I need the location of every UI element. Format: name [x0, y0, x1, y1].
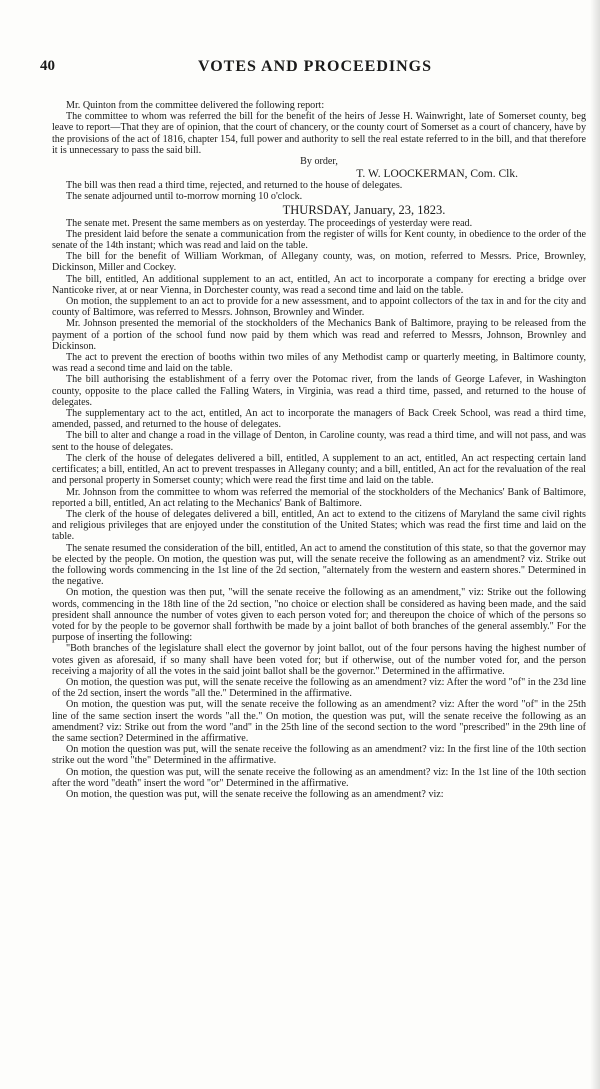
paragraph-joint-ballot: "Both branches of the legislature shall elect the governor by joint ballot, out of the four persons having the highest number of votes given as aforesaid, if so many shall have been voted for; but if otherwise, out of the number voted for, and the person receiving a majority of all the votes in the said joint ballot shall be the governor." Determined in the affirmative. [52, 643, 586, 677]
paragraph-amendment-25th-line: On motion, the question was put, will the senate receive the following as an amendment? viz: After the word "of" in the 25th line of the same section insert the words "all the." On motion, the question was put, will the senate receive the following as an amendment? viz: Strike out from the word "and" in the 25th line of the second section to the word "prescribed" in the 29th line of the same section? Determined in the affirmative. [52, 699, 586, 744]
paragraph-workman-bill: The bill for the benefit of William Workman, of Allegany county, was, on motion, referred to Messrs. Price, Brownley, Dickinson, Miller and Cockey. [52, 251, 586, 274]
page-header [40, 58, 590, 82]
paragraph-amendment-strike-words: On motion, the question was then put, "will the senate receive the following as an amendment," viz: Strike out the following words, commencing in the 18th line of the 2d section, "no choice or election shall be considered as having been made, and the said president shall announce the number of votes given to each person voted for; and thereupon the choice of which of the persons so voted for by the people to be governor shall forthwith be made by a joint ballot of both branches of the general assembly." For the purpose of inserting the following: [52, 587, 586, 644]
paragraph-assessment-supplement: On motion, the supplement to an act to provide for a new assessment, and to appoint collectors of the tax in and for the city and county of Baltimore, was referred to Messrs. Johnson, Brownley and Winder. [52, 296, 586, 319]
date-heading: THURSDAY, January, 23, 1823. [282, 202, 446, 217]
paragraph-amendment-10th-section: On motion the question was put, will the senate receive the following as an amendment? viz: In the first line of the 10th section strike out the word "the" Determined in the affirmative. [52, 744, 586, 767]
running-title: VOTES AND PROCEEDINGS [197, 58, 433, 75]
paragraph-final-motion: On motion, the question was put, will the senate receive the following as an amendment? viz: [66, 788, 444, 800]
paragraph-civil-rights-bill: The clerk of the house of delegates delivered a bill, entitled, An act to extend to the citizens of Maryland the same civil rights and religious privileges that are enjoyed under the constitution of the United States; which was read the first time and laid on the table. [52, 508, 586, 543]
paragraph-report-intro: Mr. Quinton from the committee delivered the following report: [66, 100, 325, 111]
paragraph-committee-report: The committee to whom was referred the bill for the benefit of the heirs of Jesse H. Wainwright, late of Somerset county, beg leave to report—That they are of opinion, that the court of chancery, or the county court of Somerset as a court of chancery, have by the provisions of the act of 1816, chapter 154, full power and authority to sell the real estate referred to in the bill, and that therefore it is unnecessary to pass the said bill. [52, 111, 586, 156]
page-number: 40 [40, 58, 55, 74]
paragraph-land-certificates: The clerk of the house of delegates delivered a bill, entitled, A supplement to an act, entitled, An act respecting certain land certificates; a bill, entitled, An act to prevent trespasses in Allegany county; and a bill, entitled, An act for the revaluation of the real and personal property in Somerset county; which were read the first time and laid on the table. [52, 452, 586, 487]
paragraph-denton-road: The bill to alter and change a road in the village of Denton, in Caroline county, was read a third time, and will not pass, and was sent to the house of delegates. [52, 430, 586, 453]
paragraph-booths-act: The act to prevent the erection of booths within two miles of any Methodist camp or quarterly meeting, in Baltimore county, was read a second time and laid on the table. [52, 352, 586, 375]
paragraph-amendment-23d-line: On motion, the question was put, will the senate receive the following as an amendment? viz: After the word "of" in the 23d line of the 2d section, insert the words "all the." Determined in the affirmative. [52, 676, 586, 700]
paragraph-mechanics-memorial: Mr. Johnson presented the memorial of the stockholders of the Mechanics Bank of Baltimore, praying to be released from the payment of a portion of the school fund now paid by them which was read and referred to Messrs, Johnson, Brownley and Dickinson. [52, 318, 586, 352]
scan-shadow-edge [590, 0, 600, 1089]
clerk-signature: T. W. LOOCKERMAN, Com. Clk. [356, 168, 518, 181]
paragraph-amendment-death-or: On motion, the question was put, will the senate receive the following as an amendment? viz: In the 1st line of the 10th section after the word "death" insert the word "or" Determined in the affirmative. [52, 766, 586, 789]
paragraph-constitution-amendment: The senate resumed the consideration of the bill, entitled, An act to amend the constitution of this state, so that the governor may be elected by the people. On motion, the question was put, will the senate receive the following as an amendment? viz. Strike out the following words commencing in the 1st line of the 2d section, "alternately from the western and eastern shores." Determined in the negative. [52, 542, 586, 588]
paragraph-nanticoke-bridge: The bill, entitled, An additional supplement to an act, entitled, An act to incorporate a company for erecting a bridge over Nanticoke river, at or near Vienna, in Dorchester county, was read a second time and laid on the table. [52, 273, 586, 296]
by-order-line: By order, [300, 156, 338, 168]
paragraph-mechanics-bank-bill: Mr. Johnson from the committee to whom was referred the memorial of the stockholders of the Mechanics' Bank of Baltimore, reported a bill, entitled, An act relating to the Mechanics' Bank of Baltimore. [52, 486, 586, 509]
page-body [52, 100, 586, 800]
paragraph-potomac-ferry: The bill authorising the establishment of a ferry over the Potomac river, from the lands of George Lafever, in Washington county, opposite to the place called the Falling Waters, in Virginia, was read a third time, passed, and returned to the house of delegates. [52, 374, 586, 408]
paragraph-senate-met: The senate met. Present the same members as on yesterday. The proceedings of yesterday were read. [66, 217, 473, 229]
paragraph-back-creek-school: The supplementary act to the act, entitled, An act to incorporate the managers of Back Creek School, was read a third time, amended, passed, and returned to the house of delegates. [52, 408, 586, 431]
paragraph-kent-communication: The president laid before the senate a communication from the register of wills for Kent county, in obedience to the order of the senate of the 14th instant; which was read and laid on the table. [52, 228, 586, 252]
paragraph-bill-rejected: The bill was then read a third time, rejected, and returned to the house of delegates. [66, 180, 403, 192]
paragraph-adjourned: The senate adjourned until to-morrow morning 10 o'clock. [66, 191, 303, 203]
